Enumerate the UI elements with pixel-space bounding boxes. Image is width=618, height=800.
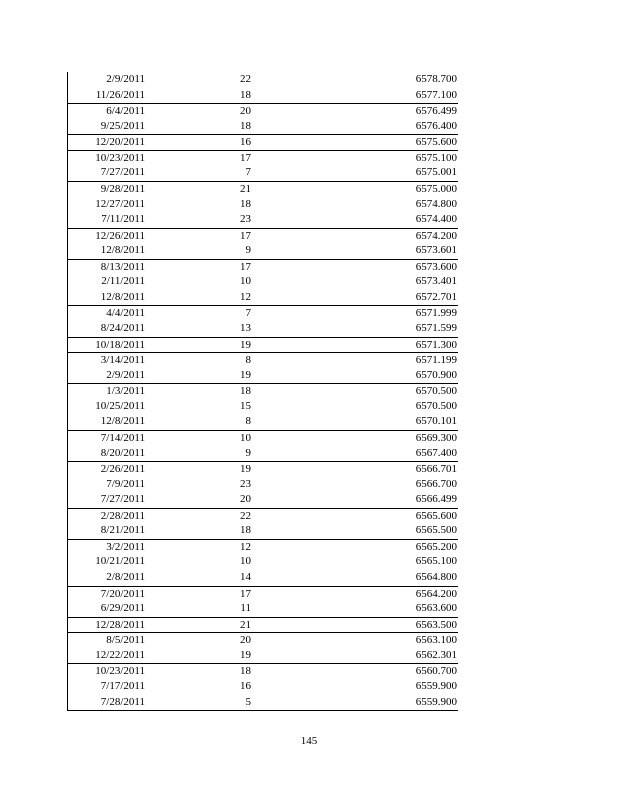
count-cell: 23 [240,213,251,226]
date-cell: 7/27/2011 [100,493,145,506]
count-cell: 10 [240,431,251,444]
table-row [68,570,458,586]
date-cell: 12/27/2011 [95,197,145,210]
value-cell: 6575.600 [415,136,457,149]
table-row [68,399,458,415]
table-row [68,368,458,384]
value-cell: 6575.100 [415,151,457,164]
date-cell: 7/27/2011 [100,166,145,179]
date-cell: 2/11/2011 [101,275,145,288]
count-cell: 18 [240,119,251,132]
table-row [68,181,458,197]
page-number: 145 [300,735,318,747]
value-cell: 6570.900 [415,368,457,381]
date-cell: 6/4/2011 [106,105,145,118]
value-cell: 6571.199 [415,354,457,367]
table-row [68,150,458,166]
value-cell: 6564.800 [415,571,457,583]
table-row [68,586,458,602]
count-cell: 20 [240,105,251,118]
count-cell: 21 [240,182,251,195]
date-cell: 10/23/2011 [95,665,145,678]
count-cell: 19 [240,648,251,661]
value-cell: 6559.900 [415,679,457,692]
count-cell: 12 [240,290,251,303]
table-row [68,305,458,321]
count-cell: 21 [240,618,251,631]
value-cell: 6572.701 [415,290,457,303]
table-row [68,383,458,399]
count-cell: 23 [240,477,251,490]
table-row [68,259,458,275]
value-cell: 6576.499 [415,105,457,118]
table-row [68,165,458,181]
date-cell: 7/11/2011 [101,213,145,226]
value-cell: 6574.200 [415,229,457,242]
table-row [68,212,458,228]
count-cell: 16 [240,136,251,149]
value-cell: 6563.100 [415,634,457,647]
count-cell: 7 [245,307,251,320]
value-cell: 6573.401 [415,275,457,288]
value-cell: 6569.300 [415,431,457,444]
table-row [68,617,458,633]
count-cell: 14 [240,571,251,583]
table-row [68,430,458,446]
date-cell: 2/26/2011 [100,463,145,476]
count-cell: 16 [240,679,251,692]
value-cell: 6565.500 [415,524,457,537]
count-cell: 20 [240,634,251,647]
value-cell: 6560.700 [415,665,457,678]
table-row [68,477,458,493]
date-cell: 2/28/2011 [100,509,145,522]
table-row [68,321,458,337]
table-row [68,88,458,104]
value-cell: 6564.200 [415,587,457,600]
table-row [68,103,458,119]
value-cell: 6574.800 [415,197,457,210]
count-cell: 5 [245,695,251,708]
table-row [68,274,458,290]
count-cell: 13 [240,322,251,334]
value-cell: 6566.701 [415,463,457,476]
count-cell: 7 [245,166,251,179]
date-cell: 11/26/2011 [95,88,145,101]
date-cell: 10/23/2011 [95,151,145,164]
table-row [68,446,458,462]
date-cell: 7/20/2011 [100,587,145,600]
table-row [68,539,458,555]
count-cell: 22 [240,73,251,85]
table-row [68,492,458,508]
table-row [68,663,458,679]
count-cell: 18 [240,88,251,101]
value-cell: 6575.000 [415,182,457,195]
table-row [68,352,458,368]
count-cell: 18 [240,197,251,210]
value-cell: 6574.400 [415,213,457,226]
count-cell: 19 [240,463,251,476]
count-cell: 9 [245,244,251,257]
table-row [68,337,458,353]
date-cell: 12/28/2011 [95,618,145,631]
table-row [68,228,458,244]
date-cell: 7/14/2011 [100,431,145,444]
value-cell: 6567.400 [415,446,457,459]
date-cell: 2/9/2011 [106,368,145,381]
table-row [68,648,458,664]
value-cell: 6566.499 [415,493,457,506]
date-cell: 8/24/2011 [100,322,145,334]
date-cell: 10/21/2011 [95,555,145,568]
date-cell: 12/8/2011 [100,290,145,303]
value-cell: 6571.599 [415,322,457,334]
count-cell: 18 [240,385,251,398]
value-cell: 6571.300 [415,338,457,351]
count-cell: 20 [240,493,251,506]
value-cell: 6563.600 [415,602,457,615]
count-cell: 8 [245,415,251,428]
count-cell: 19 [240,368,251,381]
table-row [68,632,458,648]
date-cell: 8/21/2011 [100,524,145,537]
count-cell: 22 [240,509,251,522]
count-cell: 17 [240,151,251,164]
date-cell: 4/4/2011 [106,307,145,320]
date-cell: 8/13/2011 [100,260,145,273]
count-cell: 12 [240,540,251,553]
value-cell: 6565.600 [415,509,457,522]
date-cell: 10/25/2011 [95,399,145,412]
table-row [68,197,458,213]
table-row [68,134,458,150]
value-cell: 6577.100 [415,88,457,101]
data-table [67,72,458,711]
count-cell: 10 [240,555,251,568]
date-cell: 12/20/2011 [95,136,145,149]
value-cell: 6573.601 [415,244,457,257]
value-cell: 6570.500 [415,399,457,412]
count-cell: 17 [240,587,251,600]
date-cell: 12/22/2011 [95,648,145,661]
date-cell: 12/26/2011 [95,229,145,242]
value-cell: 6559.900 [415,695,457,708]
count-cell: 18 [240,665,251,678]
table-row [68,601,458,617]
value-cell: 6573.600 [415,260,457,273]
date-cell: 7/17/2011 [100,679,145,692]
count-cell: 10 [240,275,251,288]
value-cell: 6566.700 [415,477,457,490]
value-cell: 6562.301 [415,648,457,661]
date-cell: 7/9/2011 [106,477,145,490]
value-cell: 6570.101 [415,415,457,428]
value-cell: 6570.500 [415,385,457,398]
date-cell: 10/18/2011 [95,338,145,351]
date-cell: 3/2/2011 [106,540,145,553]
table-row [68,243,458,259]
date-cell: 6/29/2011 [100,602,145,615]
value-cell: 6576.400 [415,119,457,132]
value-cell: 6578.700 [415,73,457,85]
date-cell: 12/8/2011 [100,244,145,257]
table-row [68,695,458,711]
date-cell: 9/25/2011 [100,119,145,132]
date-cell: 3/14/2011 [100,354,145,367]
count-cell: 15 [240,399,251,412]
count-cell: 17 [240,260,251,273]
table-row [68,461,458,477]
table-row [68,554,458,570]
value-cell: 6575.001 [415,166,457,179]
value-cell: 6563.500 [415,618,457,631]
table-row [68,523,458,539]
count-cell: 8 [245,354,251,367]
count-cell: 19 [240,338,251,351]
table-row [68,508,458,524]
date-cell: 12/8/2011 [100,415,145,428]
value-cell: 6565.200 [415,540,457,553]
count-cell: 17 [240,229,251,242]
date-cell: 8/5/2011 [106,634,145,647]
table-row [68,72,458,88]
date-cell: 8/20/2011 [100,446,145,459]
table-row [68,679,458,695]
date-cell: 1/3/2011 [106,385,145,398]
table-row [68,119,458,135]
table-row [68,290,458,306]
date-cell: 2/9/2011 [106,73,145,85]
count-cell: 11 [240,602,251,615]
count-cell: 18 [240,524,251,537]
date-cell: 9/28/2011 [100,182,145,195]
table-row [68,414,458,430]
date-cell: 2/8/2011 [106,571,145,583]
count-cell: 9 [245,446,251,459]
date-cell: 7/28/2011 [100,695,145,708]
value-cell: 6571.999 [415,307,457,320]
value-cell: 6565.100 [415,555,457,568]
